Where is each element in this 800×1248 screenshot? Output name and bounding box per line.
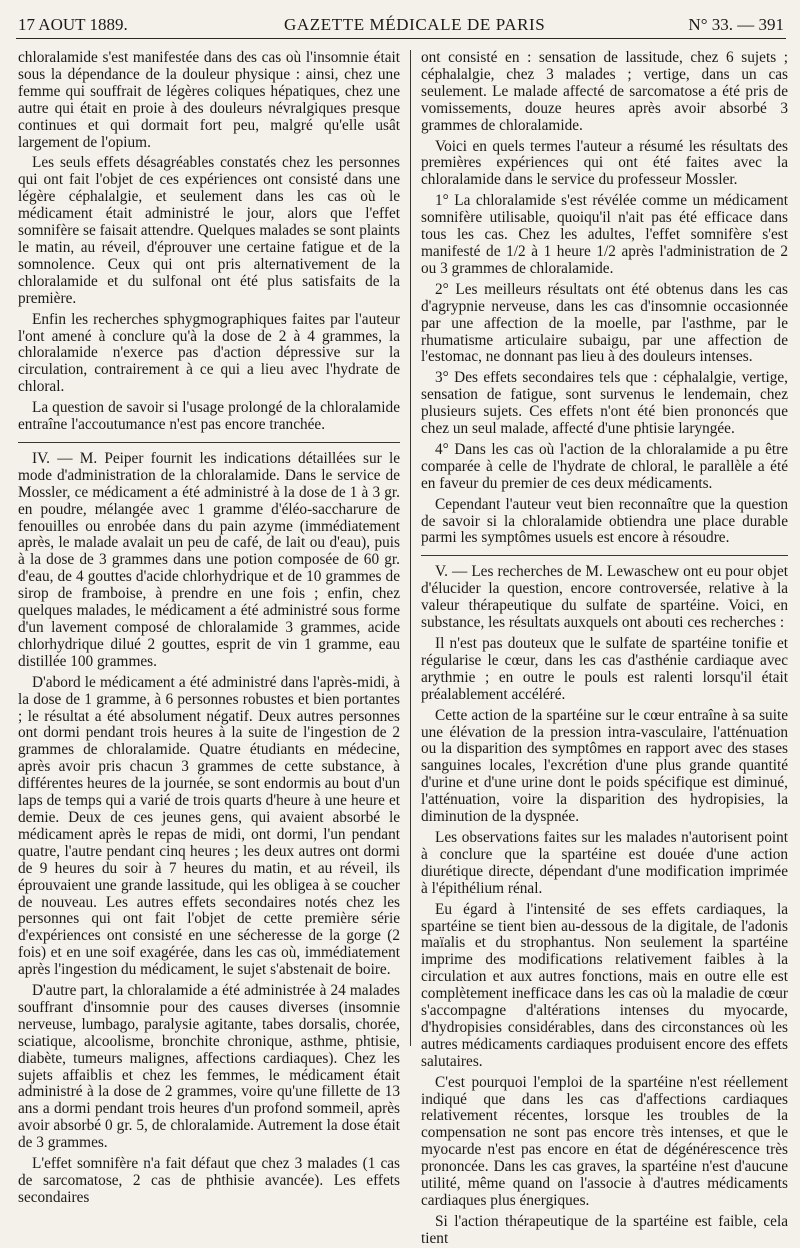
header-date: 17 AOUT 1889. <box>18 15 128 34</box>
paragraph: C'est pourquoi l'emploi de la spartéine n'est réellement indiqué que dans les cas d'affections cardiaques relativement récentes, lorsque les troubles de la compensation ne sont pas encore très intenses, et que le myocarde n'est pas encore en état de dégénérescence très prononcée. Dans les cas graves, la spartéine n'est d'aucune utilité, même quand on l'associe à d'autres médicaments cardiaques plus énergiques. <box>421 1073 788 1209</box>
section-paragraph: V. — Les recherches de M. Lewaschew ont eu pour objet d'élucider la question, encore controversée, relative à la valeur thérapeutique du sulfate de spartéine. Voici, en substance, les résultats auxquels ont abouti ces recherches : <box>421 563 788 632</box>
paragraph: Les observations faites sur les malades n'autorisent point à conclure que la spartéine est douée d'une action diurétique directe, dépendant d'une modification imprimée à l'épithélium rénal. <box>421 828 788 897</box>
section-divider <box>421 555 788 556</box>
paragraph: Cependant l'auteur veut bien reconnaître que la question de savoir si la chloralamide obtiendra une place durable parmi les symptômes usuels est encore à résoudre. <box>421 495 788 547</box>
paragraph: D'abord le médicament a été administré dans l'après-midi, à la dose de 1 gramme, à 6 personnes robustes et bien portantes ; le résultat a été absolument négatif. Deux autres personnes ont dormi pendant trois heures à la suite de l'ingestion de 2 grammes de chloralamide. Quatre étudiants en médecine, après avoir pris chacun 3 grammes de cette substance, à différentes heures de la journée, se sont endormis au bout d'un laps de temps qui a varié de trois quarts d'heure à une heure et demie. Deux de ces jeunes gens, qui avaient absorbé le médicament après le repas de midi, ont dormi, l'un pendant quatre, l'autre pendant cinq heures ; les deux autres ont dormi de 9 heures du soir à 7 heures du matin, et au réveil, ils éprouvaient une grande lassitude, qui les obligea à se coucher de nouveau. Les autres effets secondaires notés chez les personnes qui ont fait l'objet de cette première série d'expériences ont consisté en une sécheresse de la gorge (2 fois) et en une soif exagérée, dans les cas où, immédiatement après l'ingestion du médicament, le sujet s'abstenait de boire. <box>18 673 400 979</box>
column-rule <box>410 50 411 1046</box>
left-column <box>18 49 400 1206</box>
list-paragraph: 3° Des effets secondaires tels que : céphalalgie, vertige, sensation de fatigue, sont survenus le lendemain, chez plusieurs sujets. Ces effets n'ont été bien prononcés que chez un seul malade, affecté d'une phtisie laryngée. <box>421 369 788 438</box>
page-number: N° 33. — 391 <box>688 15 784 34</box>
list-paragraph: 2° Les meilleurs résultats ont été obtenus dans les cas d'agrypnie nerveuse, dans les cas d'insomnie occasionnée par une affection de la moelle, par l'asthme, par le rhumatisme articulaire subaigu, par une affection de l'estomac, ne donnant pas lieu à des douleurs intenses. <box>421 280 788 366</box>
paragraph: ont consisté en : sensation de lassitude, chez 6 sujets ; céphalalgie, chez 3 malades ; vertige, dans un cas seulement. Le malade affecté de sarcomatose a été pris de vomissements, douze heures après avoir absorbé 3 grammes de chloralamide. <box>421 49 788 134</box>
paragraph: Voici en quels termes l'auteur a résumé les résultats des premières expériences qui ont été faites avec la chloralamide dans le service du professeur Mossler. <box>421 137 788 189</box>
journal-title: GAZETTE MÉDICALE DE PARIS <box>284 15 546 34</box>
paragraph: Les seuls effets désagréables constatés chez les personnes qui ont fait l'objet de ces expériences ont consisté dans une légère céphalalgie, et seulement dans les cas où le médicament était administré le jour, alors que l'effet somnifère se faisait attendre. Quelques malades se sont plaints le matin, au réveil, d'éprouver une certaine fatigue et de la somnolence. Ceux qui ont pris alternativement de la chloralamide et du sulfonal ont été plus satisfaits de la première. <box>18 154 400 307</box>
paragraph: Il n'est pas douteux que le sulfate de spartéine tonifie et régularise le cœur, dans les cas d'asthénie cardiaque avec arythmie ; en outre le pouls est ralenti lorsqu'il était préalablement accéléré. <box>421 635 788 703</box>
paragraph: Cette action de la spartéine sur le cœur entraîne à sa suite une élévation de la pression intra-vasculaire, l'atténuation ou la disparition des symptômes en rapport avec des stases sanguines locales, l'excrétion d'une plus grande quantité d'urine et d'une urine dont le poids spécifique est diminué, l'atténuation, voire la disparition des hydropisies, la diminution de la dyspnée. <box>421 706 788 826</box>
paragraph: Eu égard à l'intensité de ses effets cardiaques, la spartéine se tient bien au-dessous de la digitale, de l'adonis maïalis et du strophantus. Non seulement la spartéine imprime des modifications relativement faibles à la circulation et aux autres fonctions, mais en outre elle est complètement inefficace dans les cas où la maladie de cœur s'accompagne d'altérations intenses du myocarde, d'hydropisies considérables, dans des circonstances où les autres médicaments cardiaques produisent encore des effets salutaires. <box>421 900 788 1070</box>
page-header <box>16 8 786 39</box>
list-paragraph: 4° Dans les cas où l'action de la chloralamide a pu être comparée à celle de l'hydrate de chloral, le parallèle a été en faveur du premier de ces deux médicaments. <box>421 440 788 492</box>
paragraph: chloralamide s'est manifestée dans des cas où l'insomnie était sous la dépendance de la douleur physique : ainsi, chez une femme qui souffrait de légères coliques hépatiques, chez une autre qui était en proie à des douleurs névralgiques presque continues et qui dormait fort peu, malgré qu'elle usât largement de l'opium. <box>18 49 400 151</box>
list-paragraph: 1° La chloralamide s'est révélée comme un médicament somnifère utilisable, quoiqu'il n'ait pas été efficace dans tous les cas. Chez les adultes, l'effet somnifère s'est manifesté de 1/2 à 1 heure 1/2 après l'administration de 2 ou 3 grammes de chloralamide. <box>421 192 788 277</box>
paragraph: Si l'action thérapeutique de la spartéine est faible, cela tient <box>421 1212 788 1247</box>
right-column <box>421 49 788 1247</box>
section-divider <box>18 442 400 443</box>
paragraph: La question de savoir si l'usage prolongé de la chloralamide entraîne l'accoutumance n'est pas encore tranchée. <box>18 399 400 434</box>
paragraph: L'effet somnifère n'a fait défaut que chez 3 malades (1 cas de sarcomatose, 2 cas de phthisie avancée). Les effets secondaires <box>18 1155 400 1206</box>
paragraph: Enfin les recherches sphygmographiques faites par l'auteur l'ont amené à conclure qu'à la dose de 2 à 4 grammes, la chloralamide n'exerce pas d'action dépressive sur la circulation, contrairement à ce qui a lieu avec l'hydrate de chloral. <box>18 310 400 396</box>
section-paragraph: IV. — M. Peiper fournit les indications détaillées sur le mode d'administration de la chloralamide. Dans le service de Mossler, ce médicament a été administré à la dose de 1 à 3 gr. en poudre, mélangée avec 1 gramme d'éléo-saccharure de fenouilles ou enrobée dans du pain azyme (immédiatement après, le malade avalait un peu de café, de lait ou d'eau), puis à la dose de 3 grammes dans une potion composée de 60 gr. d'eau, de 4 gouttes d'acide chlorhydrique et de 10 grammes de sirop de framboise, à prendre en une fois ; enfin, chez quelques malades, le médicament a été administré sous forme d'un lavement composé de chloralamide 3 grammes, acide chlorhydrique dilué 2 gouttes, esprit de vin 1 gramme, eau distillée 100 grammes. <box>18 449 400 670</box>
paragraph: D'autre part, la chloralamide a été administrée à 24 malades souffrant d'insomnie pour des causes diverses (insomnie nerveuse, lumbago, paralysie agitante, tabes dorsalis, chorée, sciatique, alcoolisme, bronchite chronique, asthme, phtisie, diabète, tumeurs malignes, affections cardiaques). Chez les sujets affaiblis et chez les femmes, le médicament était administré à la dose de 2 grammes, voire qu'une fillette de 13 ans a dormi pendant trois heures d'un profond sommeil, après avoir absorbé 0 gr. 5, de chloralamide. Autrement la dose était de 3 grammes. <box>18 982 400 1152</box>
